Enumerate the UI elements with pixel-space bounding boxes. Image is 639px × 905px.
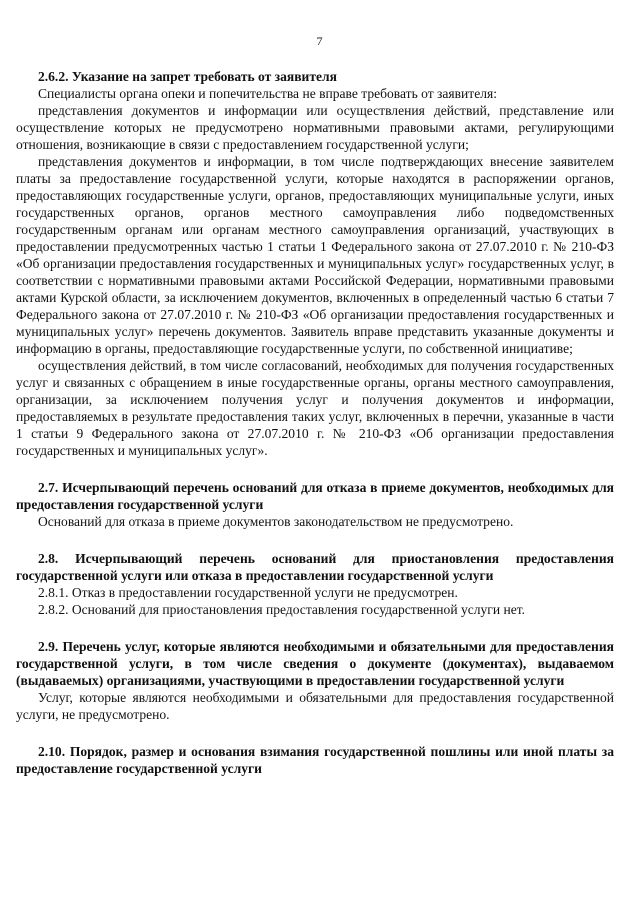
section-2-6-2-intro: Специалисты органа опеки и попечительства не вправе требовать от заявителя: (38, 86, 497, 101)
section-2-6-2-item-2: представления документов и информации, в том числе подтверждающих внесение заявителем платы за предоставление государственной услуги, которые находятся в распоряжении органов, предоставляющих государственные услуги, органов, предоставляющих муниципальные услуги, иных государственных органов, органов местного самоуправления либо подведомственных государственным органам или органам местного самоуправления организаций, участвующих в предоставлении предусмотренных частью 1 статьи 1 Федерального закона от 27.07.2010 г. № 210-ФЗ «Об организации предоставления государственных и муниципальных услуг» государственных услуг, в соответствии с нормативными правовыми актами Российской Федерации, нормативными правовыми актами Курской области, за исключением документов, включенных в определенный частью 6 статьи 7 Федерального закона от 27.07.2010 г. № 210-ФЗ «Об организации предоставления государственных и муниципальных услуг» перечень документов. Заявитель вправе представить указанные документы и информацию в органы, предоставляющие государственные услуги, по собственной инициативе; (16, 154, 614, 356)
section-2-7-heading: 2.7. Исчерпывающий перечень оснований для отказа в приеме документов, необходимых для предоставления государственной услуги (16, 480, 614, 512)
document-body (16, 34, 614, 777)
section-gap (16, 723, 614, 743)
section-2-7-text: Оснований для отказа в приеме документов законодательством не предусмотрено. (38, 514, 514, 529)
page-number: 7 (316, 34, 323, 48)
section-2-8-item-1: 2.8.1. Отказ в предоставлении государственной услуги не предусмотрен. (38, 585, 458, 600)
section-2-9-text: Услуг, которые являются необходимыми и обязательными для предоставления государственной услуги, не предусмотрено. (16, 690, 614, 722)
section-2-10-heading: 2.10. Порядок, размер и основания взимания государственной пошлины или иной платы за предоставление государственной услуги (16, 744, 614, 776)
section-2-6-2-item-1: представления документов и информации или осуществления действий, представление или осуществление которых не предусмотрено нормативными правовыми актами, регулирующими отношения, возникающие в связи с предоставлением государственной услуги; (16, 103, 614, 152)
section-gap (16, 618, 614, 638)
section-2-6-2-heading: 2.6.2. Указание на запрет требовать от заявителя (38, 69, 337, 84)
section-2-9-heading: 2.9. Перечень услуг, которые являются необходимыми и обязательными для предоставления государственной услуги, в том числе сведения о документе (документах), выдаваемом (выдаваемых) организациями, участвующими в предоставлении государственной услуги (16, 639, 614, 688)
section-2-6-2-item-3: осуществления действий, в том числе согласований, необходимых для получения государственных услуг и связанных с обращением в иные государственные органы, органы местного самоуправления, организации, за исключением получения услуг и получения документов и информации, предоставляемых в результате предоставления таких услуг, включенных в перечни, указанные в части 1 статьи 9 Федерального закона от 27.07.2010 г. № 210-ФЗ «Об организации предоставления государственных и муниципальных услуг». (16, 358, 614, 458)
section-2-8-item-2: 2.8.2. Оснований для приостановления предоставления государственной услуги нет. (38, 602, 526, 617)
section-gap (16, 459, 614, 479)
section-2-8-heading: 2.8. Исчерпывающий перечень оснований для приостановления предоставления государственной услуги или отказа в предоставлении государственной услуги (16, 551, 614, 583)
section-gap (16, 530, 614, 550)
